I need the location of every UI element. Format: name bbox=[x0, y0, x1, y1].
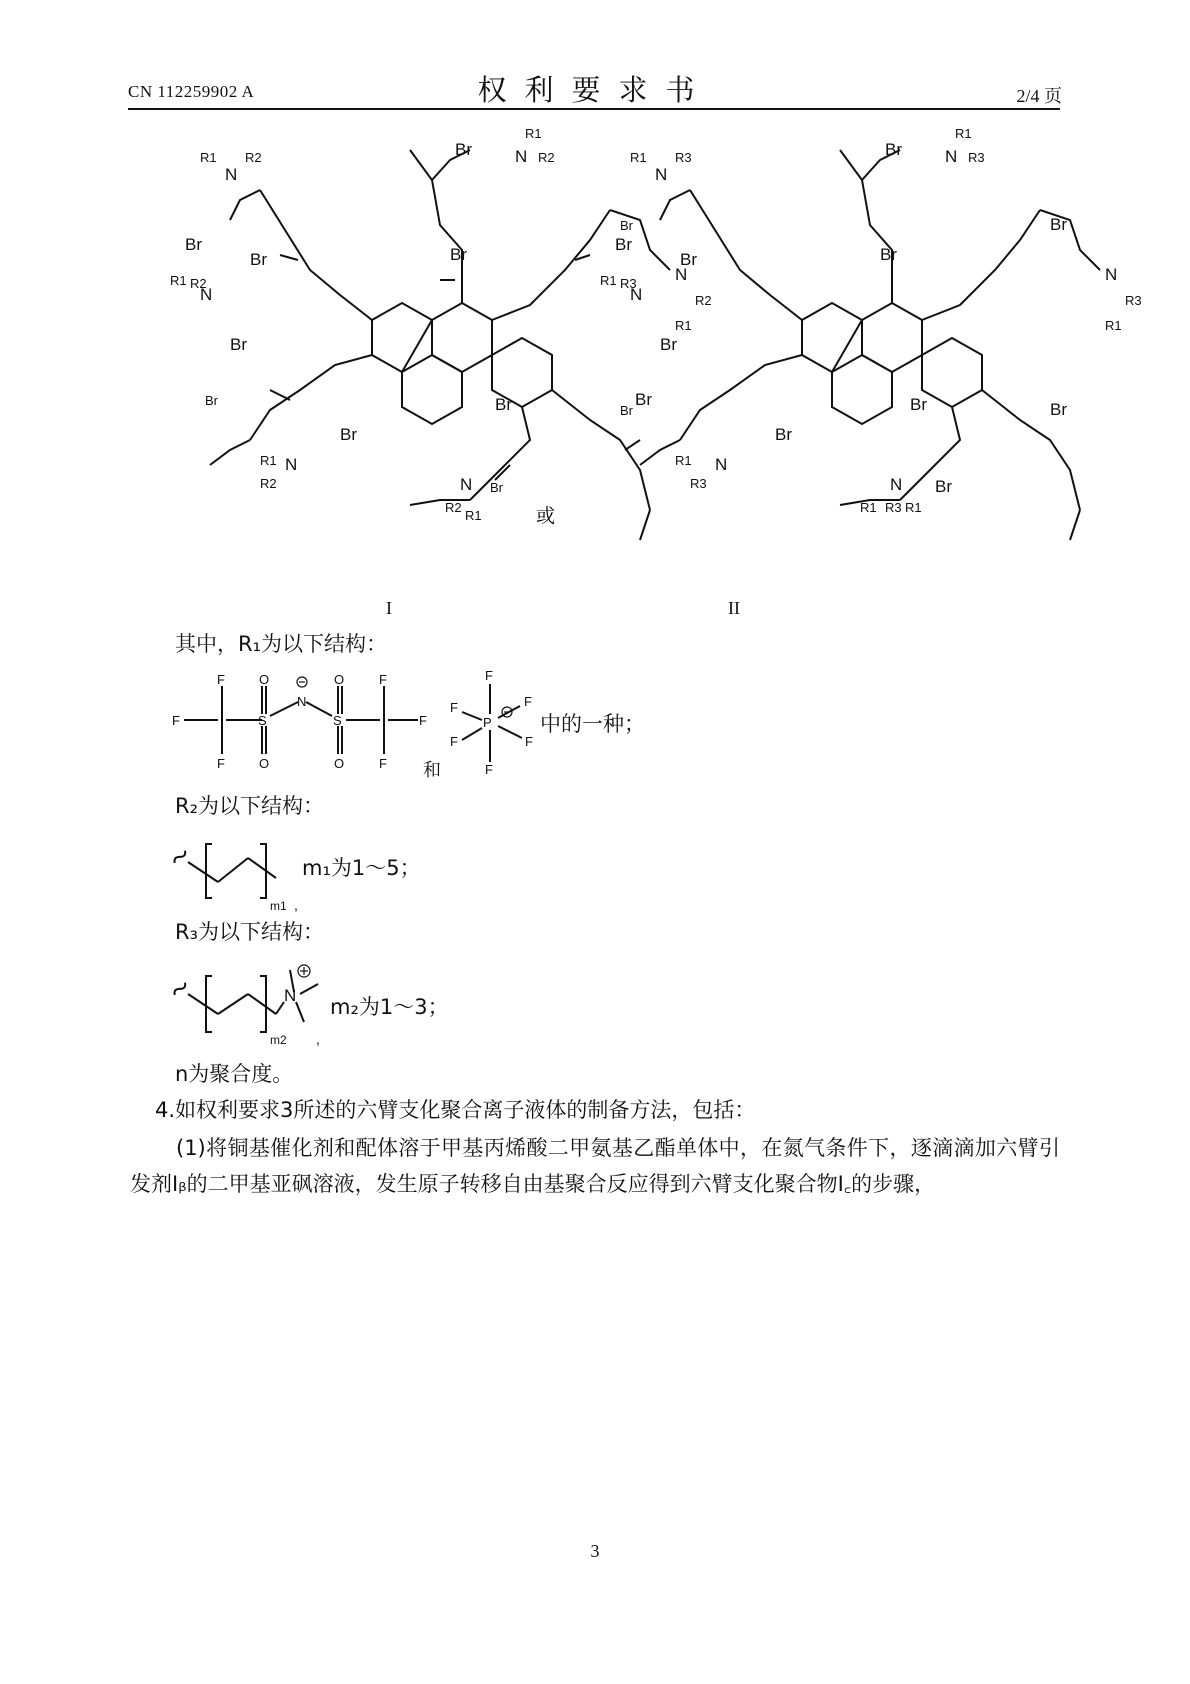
atom-r1: R1 bbox=[905, 500, 922, 515]
atom-r2: R2 bbox=[695, 293, 712, 308]
core-ring bbox=[922, 338, 982, 407]
page-number: 3 bbox=[590, 1541, 600, 1561]
atom-f: F bbox=[525, 734, 533, 749]
core-ring bbox=[402, 355, 462, 424]
atom-o: O bbox=[259, 756, 270, 771]
r2-comma: , bbox=[294, 897, 298, 913]
atom-br: Br bbox=[620, 403, 633, 418]
pendant-chain bbox=[640, 510, 650, 540]
structure-I-labels bbox=[170, 126, 712, 523]
atom-n: N bbox=[284, 986, 297, 1005]
arm-bond bbox=[922, 210, 1040, 320]
atom-br: Br bbox=[660, 335, 677, 354]
atom-br: Br bbox=[935, 477, 952, 496]
atom-f: F bbox=[524, 694, 532, 709]
page-title: 权利要求书 bbox=[477, 73, 713, 107]
patent-number: CN 112259902 A bbox=[128, 82, 255, 101]
atom-f: F bbox=[217, 756, 225, 771]
atom-n: N bbox=[285, 455, 298, 474]
r3-range: m₂为1～3； bbox=[330, 995, 449, 1019]
atom-n: N bbox=[715, 455, 728, 474]
connector-word: 或 bbox=[536, 505, 556, 527]
atom-br: Br bbox=[340, 425, 357, 444]
atom-f: F bbox=[485, 762, 493, 777]
atom-s: S bbox=[258, 713, 267, 728]
atom-br: Br bbox=[880, 245, 897, 264]
r2-range: m₁为1～5； bbox=[302, 856, 421, 880]
atom-r3: R3 bbox=[675, 150, 692, 165]
atom-br: Br bbox=[620, 218, 633, 233]
atom-r1: R1 bbox=[630, 150, 647, 165]
r1-tail: 中的一种； bbox=[540, 712, 645, 736]
atom-n: N bbox=[945, 147, 958, 166]
page-counter: 2/4 页 bbox=[1016, 86, 1062, 106]
carbonyl-bond bbox=[280, 255, 298, 260]
r1-intro: 其中，R₁为以下结构： bbox=[175, 632, 388, 656]
r3-structure bbox=[168, 956, 338, 1056]
atom-r1: R1 bbox=[260, 453, 277, 468]
structure-figure bbox=[170, 120, 1142, 550]
atom-o: O bbox=[334, 756, 345, 771]
atom-f: F bbox=[450, 700, 458, 715]
atom-br: Br bbox=[205, 393, 218, 408]
r2-intro: R₂为以下结构： bbox=[175, 794, 325, 818]
atom-r1: R1 bbox=[525, 126, 542, 141]
atom-o: O bbox=[334, 672, 345, 687]
atom-f: F bbox=[419, 713, 427, 728]
atom-n: N bbox=[655, 165, 668, 184]
pendant-chain bbox=[230, 190, 260, 220]
structure-label-I: I bbox=[386, 598, 392, 618]
carbonyl-bond bbox=[625, 440, 640, 450]
atom-n: N bbox=[1105, 265, 1118, 284]
pendant-chain bbox=[1040, 210, 1100, 270]
atom-br: Br bbox=[910, 395, 927, 414]
atom-br: Br bbox=[185, 235, 202, 254]
atom-r1: R1 bbox=[1105, 318, 1122, 333]
atom-r1: R1 bbox=[600, 273, 617, 288]
atom-r3: R3 bbox=[690, 476, 707, 491]
arm-bond bbox=[840, 150, 892, 303]
atom-br: Br bbox=[1050, 400, 1067, 419]
atom-f: F bbox=[485, 668, 493, 683]
core-ring bbox=[432, 303, 492, 372]
n-definition: n为聚合度。 bbox=[175, 1062, 294, 1086]
atom-f: F bbox=[172, 713, 180, 728]
atom-r2: R2 bbox=[538, 150, 555, 165]
atom-r2: R2 bbox=[260, 476, 277, 491]
atom-br: Br bbox=[615, 235, 632, 254]
core-ring bbox=[372, 303, 432, 372]
atom-br: Br bbox=[250, 250, 267, 269]
atom-n: N bbox=[200, 285, 213, 304]
atom-f: F bbox=[379, 756, 387, 771]
atom-br: Br bbox=[885, 140, 902, 159]
atom-r2: R2 bbox=[445, 500, 462, 515]
atom-r3: R3 bbox=[620, 276, 637, 291]
atom-r1: R1 bbox=[860, 500, 877, 515]
atom-f: F bbox=[379, 672, 387, 687]
atom-br: Br bbox=[490, 480, 503, 495]
arm-bond bbox=[260, 190, 372, 320]
atom-n: N bbox=[460, 475, 473, 494]
r2-subscript: m1 bbox=[270, 899, 287, 913]
pendant-chain bbox=[210, 440, 250, 465]
atom-br: Br bbox=[455, 140, 472, 159]
core-ring bbox=[832, 355, 892, 424]
pendant-chain bbox=[660, 190, 690, 220]
atom-br: Br bbox=[230, 335, 247, 354]
r3-subscript: m2 bbox=[270, 1033, 287, 1047]
structure-I bbox=[210, 150, 670, 540]
arm-bond bbox=[492, 210, 610, 320]
r2-structure bbox=[168, 832, 308, 914]
atom-r1: R1 bbox=[955, 126, 972, 141]
hexafluorophosphate-structure bbox=[440, 668, 550, 778]
pendant-chain bbox=[1070, 510, 1080, 540]
atom-br: Br bbox=[635, 390, 652, 409]
atom-r1: R1 bbox=[200, 150, 217, 165]
atom-r2: R2 bbox=[190, 276, 207, 291]
atom-n: N bbox=[297, 694, 307, 709]
atom-f: F bbox=[217, 672, 225, 687]
carbonyl-bond bbox=[270, 390, 290, 400]
atom-br: Br bbox=[1050, 215, 1067, 234]
r3-comma: , bbox=[316, 1031, 320, 1047]
atom-n: N bbox=[630, 285, 643, 304]
and-word: 和 bbox=[423, 760, 441, 781]
core-ring bbox=[862, 303, 922, 372]
atom-n: N bbox=[515, 147, 528, 166]
atom-br: Br bbox=[775, 425, 792, 444]
atom-r3: R3 bbox=[885, 500, 902, 515]
atom-r1: R1 bbox=[170, 273, 187, 288]
atom-r2: R2 bbox=[245, 150, 262, 165]
atom-br: Br bbox=[450, 245, 467, 264]
atom-n: N bbox=[890, 475, 903, 494]
atom-n: N bbox=[225, 165, 238, 184]
atom-o: O bbox=[259, 672, 270, 687]
structure-label-II: II bbox=[728, 598, 740, 618]
atom-r1: R1 bbox=[465, 508, 482, 523]
tfsi-anion-structure bbox=[170, 672, 430, 772]
atom-br: Br bbox=[495, 395, 512, 414]
structure-II bbox=[640, 150, 1100, 540]
atom-s: S bbox=[333, 713, 342, 728]
pendant-chain bbox=[640, 440, 680, 465]
atom-br: Br bbox=[680, 250, 697, 269]
atom-r3: R3 bbox=[968, 150, 985, 165]
atom-r1: R1 bbox=[675, 453, 692, 468]
atom-p: P bbox=[483, 715, 492, 730]
claim-4-heading: 4.如权利要求3所述的六臂支化聚合离子液体的制备方法，包括： bbox=[155, 1098, 756, 1122]
r3-intro: R₃为以下结构： bbox=[175, 920, 325, 944]
claim-4-step-1: (1)将铜基催化剂和配体溶于甲基丙烯酸二甲氨基乙酯单体中，在氮气条件下，逐滴滴加六臂引发剂Iᵦ的二甲基亚砜溶液，发生原子转移自由基聚合反应得到六臂支化聚合物I꜀的步骤， bbox=[130, 1136, 1060, 1196]
atom-n: N bbox=[675, 265, 688, 284]
core-ring bbox=[802, 303, 862, 372]
header-rule bbox=[128, 108, 1060, 110]
atom-r3: R3 bbox=[1125, 293, 1142, 308]
atom-f: F bbox=[450, 734, 458, 749]
atom-r1: R1 bbox=[675, 318, 692, 333]
